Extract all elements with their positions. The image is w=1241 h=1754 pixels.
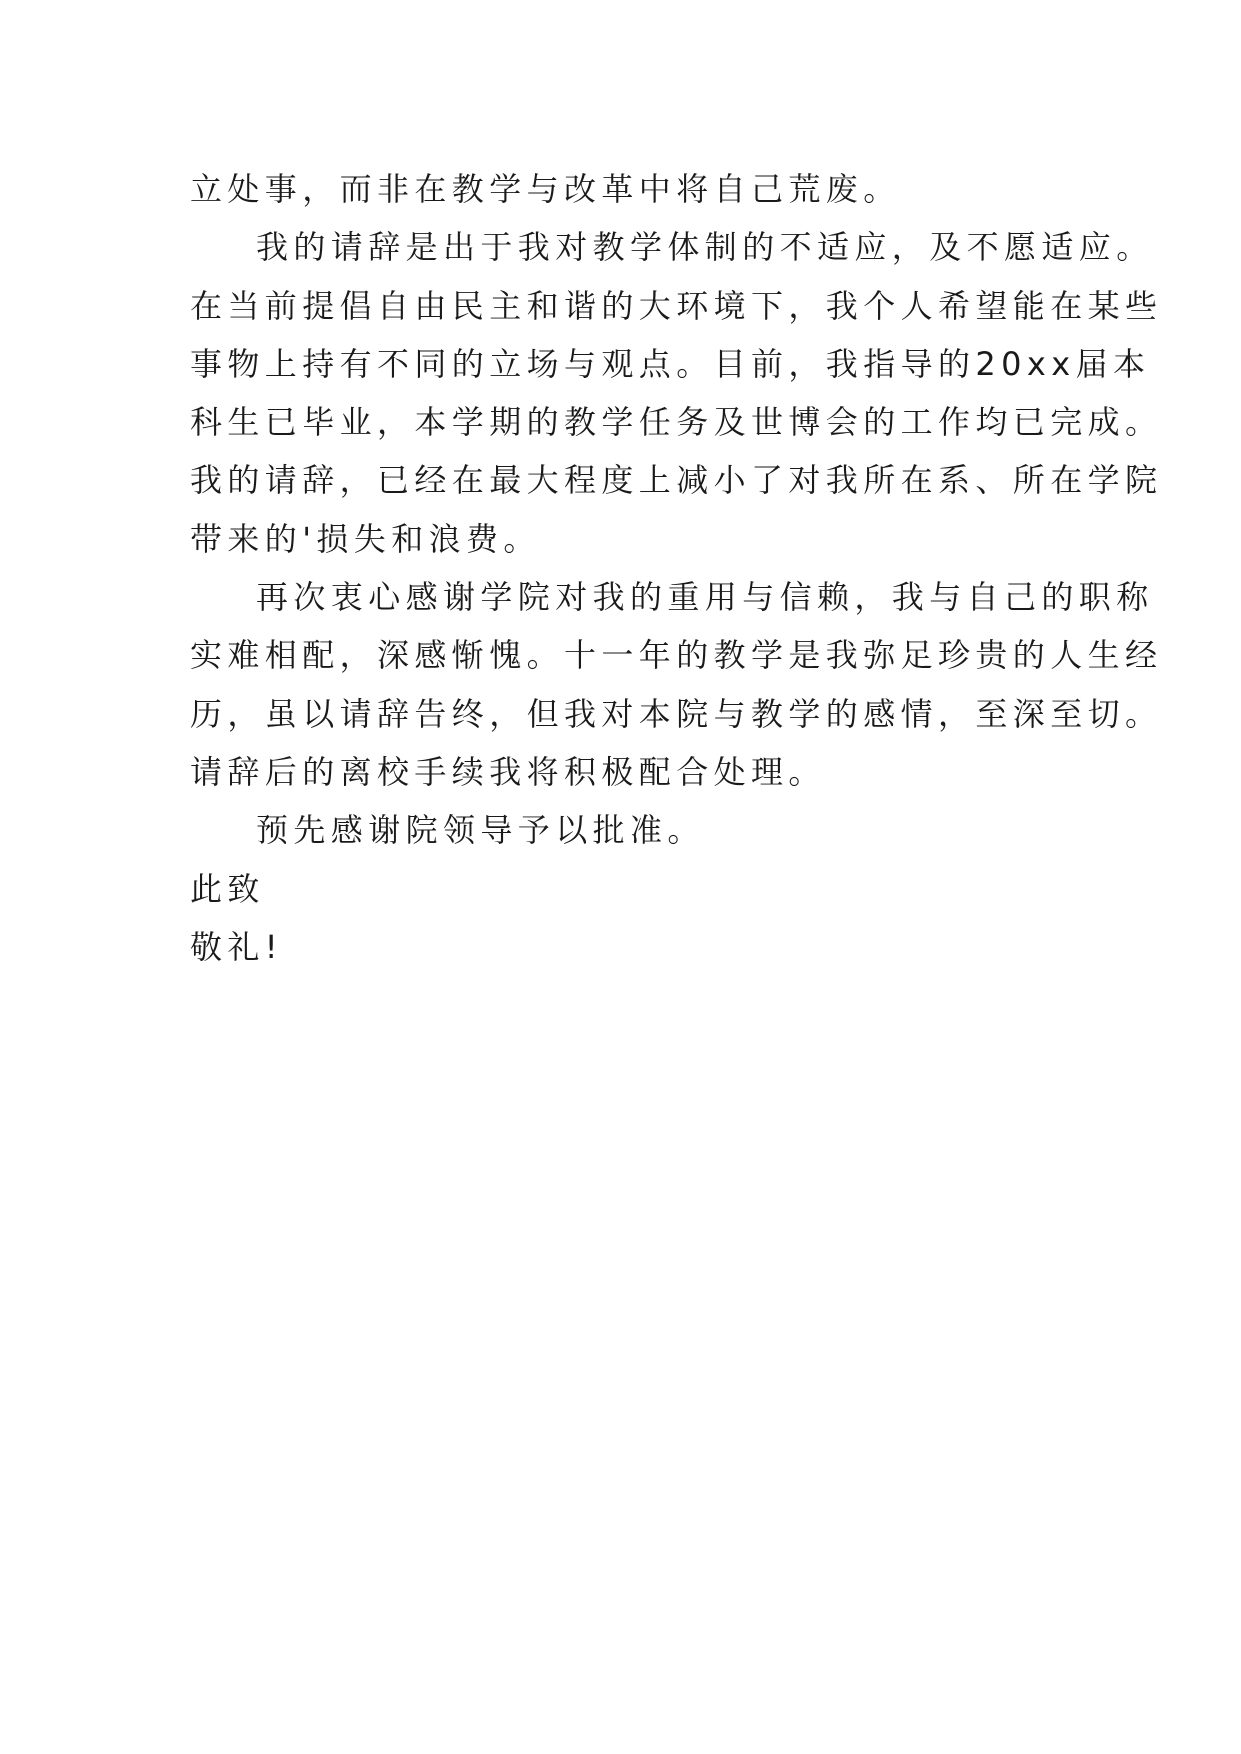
text-line: 在当前提倡自由民主和谐的大环境下，我个人希望能在某些 — [190, 286, 1163, 325]
salutation-line: 敬礼! — [190, 927, 284, 966]
text-line: 我的请辞是出于我对教学体制的不适应，及不愿适应。 — [256, 228, 1154, 267]
text-line: 带来的'损失和浪费。 — [190, 519, 541, 558]
text-line: 立处事，而非在教学与改革中将自己荒废。 — [190, 170, 901, 208]
text-line: 我的请辞，已经在最大程度上减小了对我所在系、所在学院 — [190, 461, 1163, 500]
text-line: 再次衷心感谢学院对我的重用与信赖，我与自己的职称 — [256, 578, 1154, 617]
text-line: 科生已毕业，本学期的教学任务及世博会的工作均已完成。 — [190, 403, 1163, 442]
text-line: 历，虽以请辞告终，但我对本院与教学的感情，至深至切。 — [190, 694, 1163, 733]
text-line: 请辞后的离校手续我将积极配合处理。 — [190, 752, 826, 791]
text-line: 事物上持有不同的立场与观点。目前，我指导的20xx届本 — [190, 344, 1151, 383]
closing-line: 此致 — [190, 869, 265, 908]
text-line: 实难相配，深感惭愧。十一年的教学是我弥足珍贵的人生经 — [190, 636, 1163, 675]
letter-body — [190, 160, 1163, 976]
text-line: 预先感谢院领导予以批准。 — [256, 811, 705, 850]
